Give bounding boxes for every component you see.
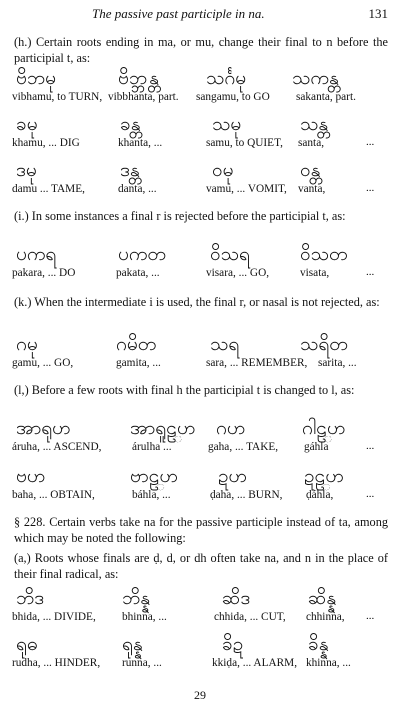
rule-a: (a,) Roots whose finals are ḍ, d, or dh often take na, and n in the place of their final radical, as: [14,551,388,581]
translit: visata, [300,267,330,279]
burmese-word: ဍဠ္ဟ [304,465,344,487]
translit: damu ... TAME, [12,183,85,195]
rule-i: (i.) In some instances a final r is rejected before the participial t, as: [14,209,346,223]
burmese-word: ဝိသတ [300,243,348,265]
translit: vamu, ... VOMIT, [206,183,287,195]
burmese-word: ဝမု [212,159,234,181]
burmese-word: ဂဟ [216,417,246,439]
page-number: 131 [368,6,388,21]
ellipsis: ... [366,266,375,278]
translit: rudha, ... HINDER, [12,657,101,669]
rule-l: (l,) Before a few roots with final h the participial t is changed to l, as: [14,383,355,397]
ellipsis: ... [366,440,375,452]
translit: gamu, ... GO, [12,357,74,369]
burmese-word: ဍဟ [218,465,248,487]
burmese-word: သမု [212,113,242,135]
ellipsis: ... [366,136,375,148]
burmese-word: ဆိန္န [308,587,337,609]
section-228: § 228. Certain verbs take na for the passive participle instead of ta, among which may be noted the following: [14,515,388,545]
ellipsis: ... [366,488,375,500]
rule-h: (h.) Certain roots ending in ma, or mu, change their final to n before the participial t, as: [14,35,388,65]
translit: chhida, ... CUT, [214,611,286,623]
ellipsis: ... [366,182,375,194]
translit: sakanta, part. [296,91,356,103]
burmese-word: ခိန္န [308,633,329,655]
rule-k: (k.) When the intermediate i is used, the final r, or nasal is not rejected, as: [14,295,380,309]
burmese-word: ဒမု [16,159,37,181]
translit: santa, [298,137,325,149]
translit: ḍáhla, [306,489,334,501]
burmese-word: ဂမု [16,333,38,355]
translit: samu, to QUIET, [206,137,283,149]
burmese-word: ဒန္တ [120,159,140,181]
burmese-word: ဂမိတ [116,333,157,355]
burmese-word: ဗဟ [16,465,46,487]
translit: vanta, [298,183,326,195]
burmese-word: သကန္တ [292,67,339,89]
running-title: The passive past participle in na. [92,6,265,21]
translit-row-9 [0,656,400,692]
translit: visara, ... GO, [206,267,270,279]
burmese-word: ရုန္န [122,633,143,655]
burmese-word: ဗိဘ္ဘန္တ [118,67,159,89]
translit: árulha ... [132,441,172,453]
translit: chhinna, [306,611,345,623]
burmese-word: ခိဍ [222,633,244,655]
burmese-word: ဘိန္န [122,587,151,609]
translit: runna, ... [122,657,162,669]
running-header [0,6,400,24]
burmese-word: ဘိဒ [16,587,45,609]
translit: sarita, ... [318,357,357,369]
translit: gáhla [304,441,329,453]
translit: bhinna, ... [122,611,167,623]
burmese-word: သရ [210,333,240,355]
translit: sara, ... REMEMBER, [206,357,308,369]
burmese-word: အာရုဟ [16,417,71,439]
translit: bhida, ... DIVIDE, [12,611,96,623]
burmese-word: ခမု [16,113,38,135]
burmese-word: သင်္ဂမု [206,67,247,89]
ellipsis: ... [366,610,375,622]
translit: khinna, ... [306,657,351,669]
translit: ḍaha, ... BURN, [210,489,283,501]
translit: khamu, ... DIG [12,137,80,149]
burmese-word: ဗိဘမု [16,67,57,89]
burmese-word: အာရူဠ္ဟ [130,417,196,439]
translit: baha, ... OBTAIN, [12,489,95,501]
translit: gamita, ... [116,357,161,369]
burmese-word: ဆိဒ [222,587,251,609]
burmese-word: ပကတ [118,243,166,265]
translit: pakata, ... [116,267,160,279]
translit: sangamu, to GO [196,91,270,103]
translit: kkiḍa, ... ALARM, [212,657,298,669]
translit: khanta, ... [118,137,163,149]
translit: gaha, ... TAKE, [208,441,279,453]
burmese-word: ဝိသရ [210,243,250,265]
burmese-word: သန္တ [300,113,329,135]
burmese-word: ဗာဠ္ဟ [130,465,179,487]
burmese-word: ရုဓ [16,633,38,655]
translit: pakara, ... DO [12,267,76,279]
translit: danta, ... [118,183,157,195]
translit: báhla, ... [132,489,171,501]
burmese-word: ပကရ [16,243,57,265]
translit: áruha, ... ASCEND, [12,441,102,453]
translit: vibbhanta, part. [108,91,179,103]
burmese-word: ဝန္တ [300,159,321,181]
burmese-word: ခန္တ [120,113,141,135]
translit: vibhamu, to TURN, [12,91,103,103]
signature-mark: 29 [194,688,206,702]
burmese-word: ဂါဠ္ဟ [302,417,346,439]
burmese-word: သရိတ [300,333,348,355]
